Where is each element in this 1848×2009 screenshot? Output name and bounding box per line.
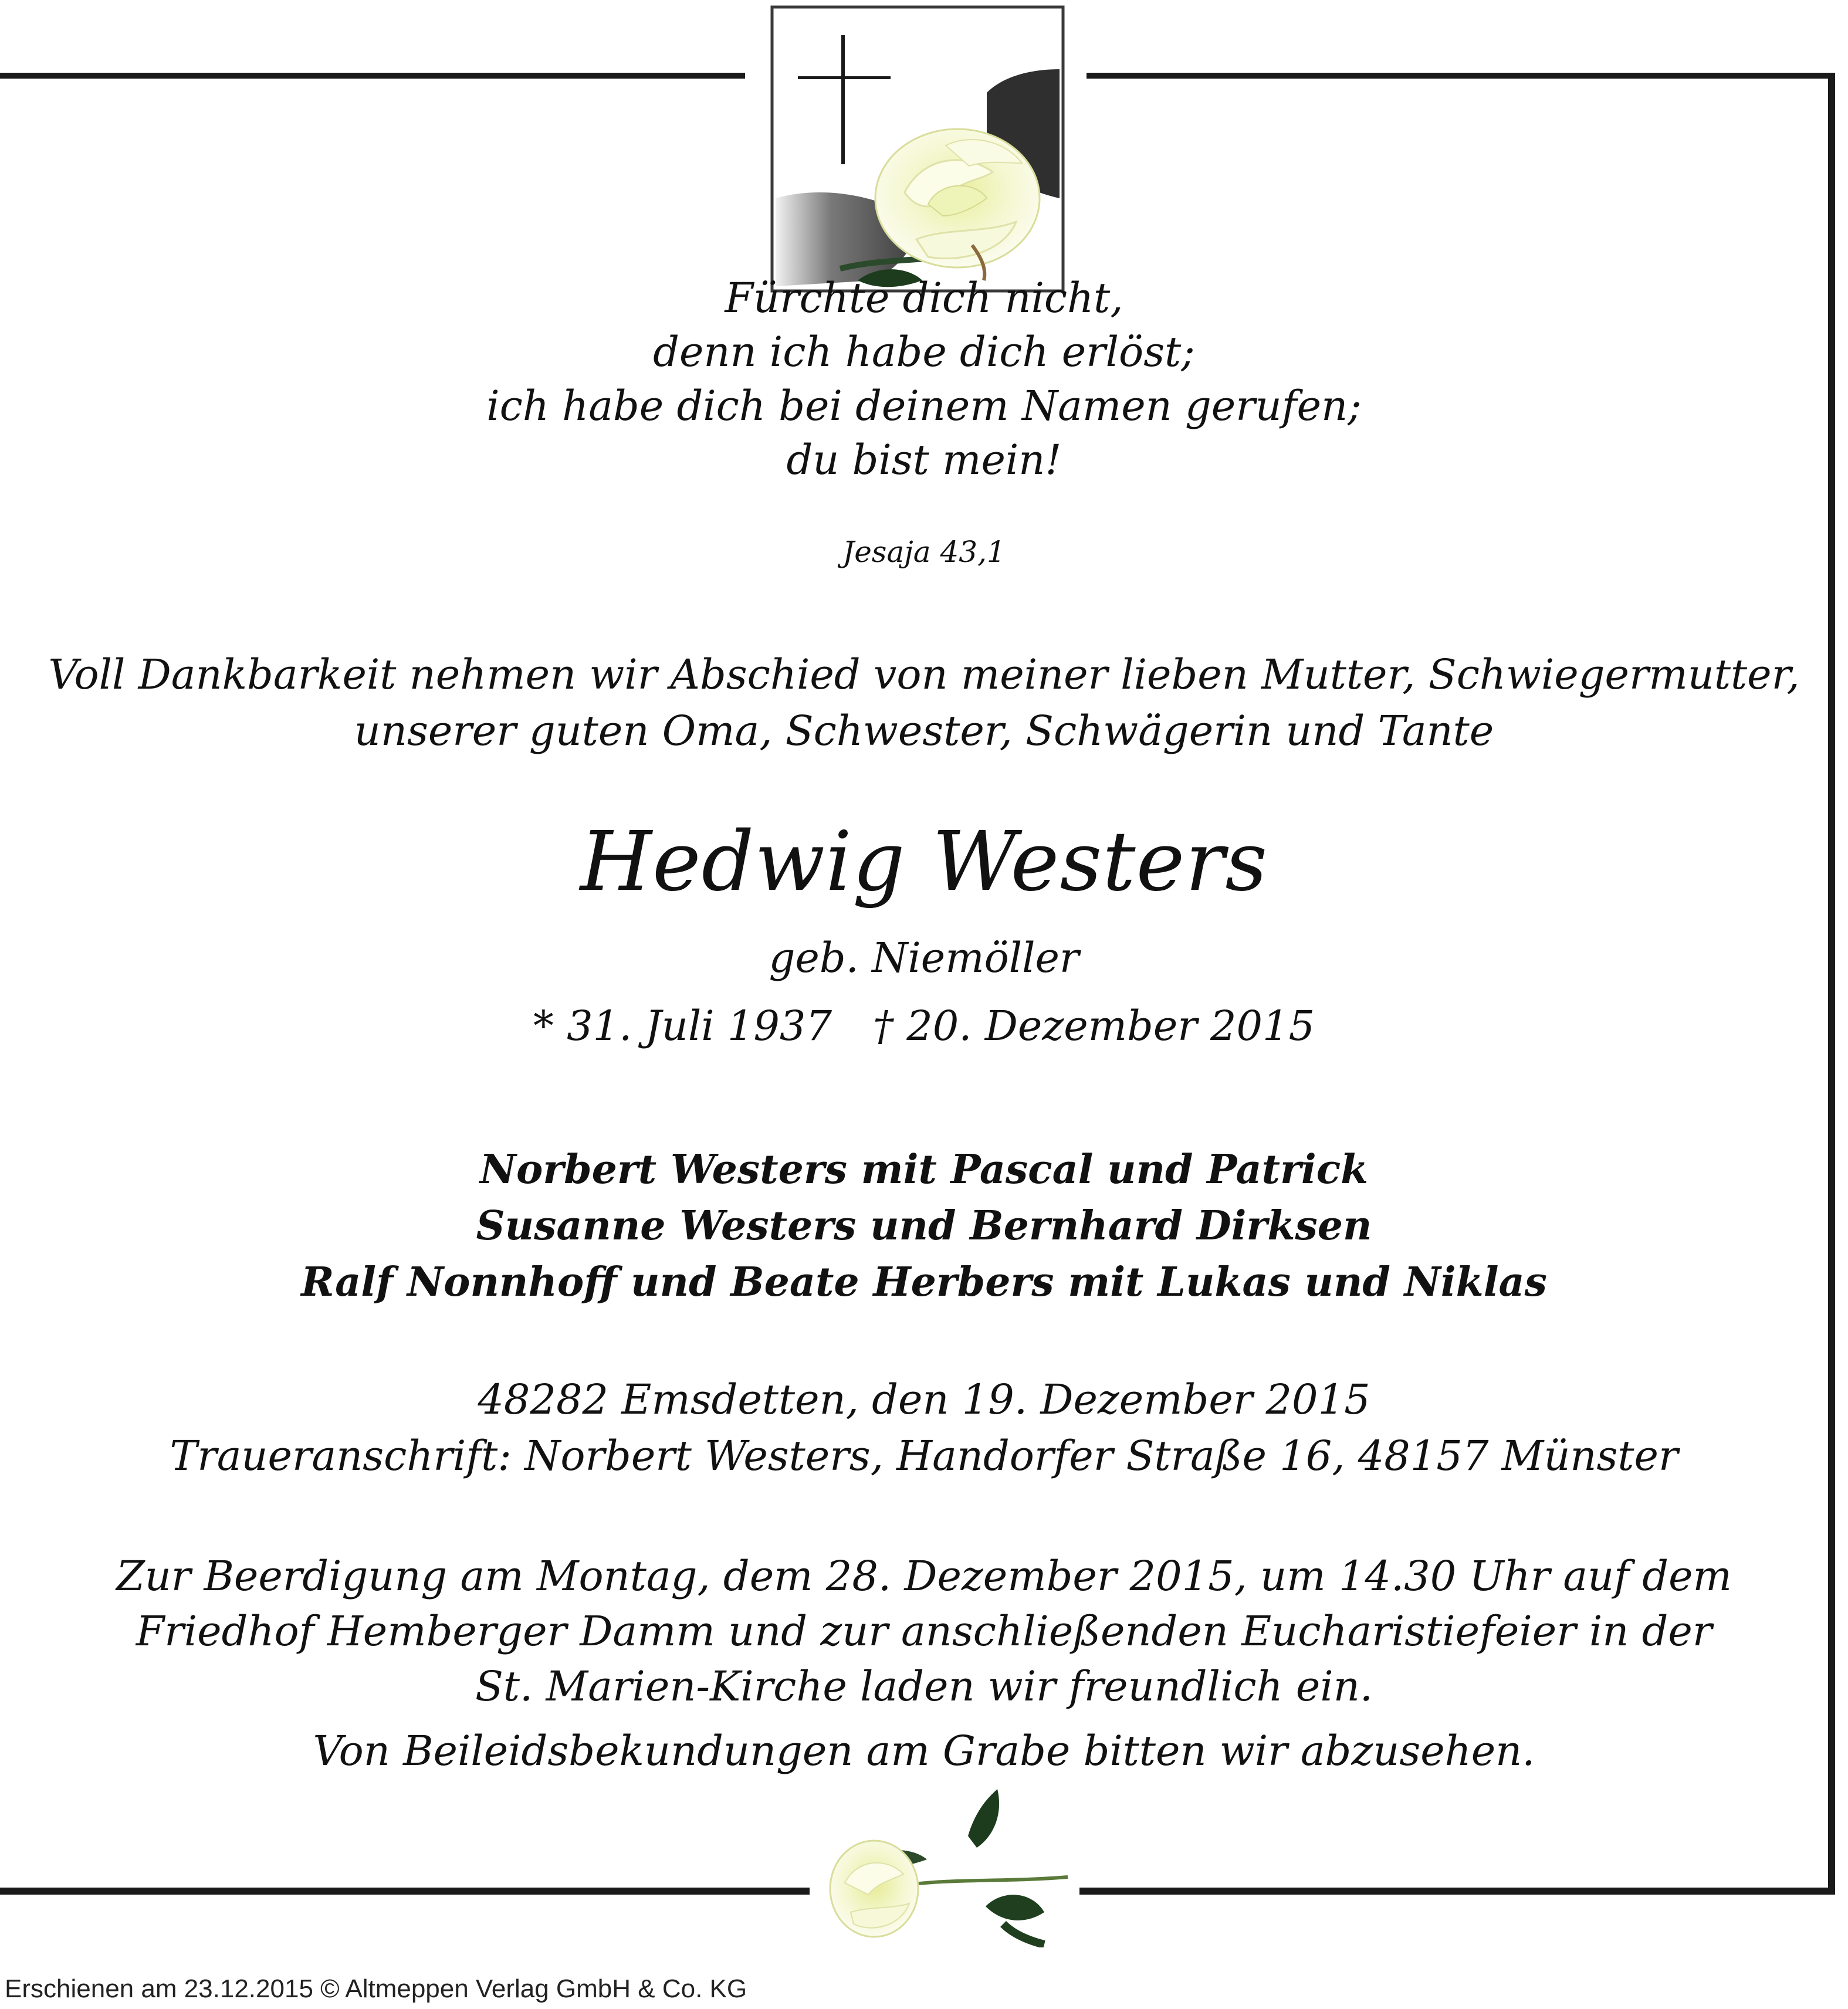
rose-icon — [810, 1789, 1079, 1947]
verse-reference: Jesaja 43,1 — [842, 535, 1006, 569]
verse-line: Fürchte dich nicht, — [725, 274, 1123, 322]
publication-footer: Erschienen am 23.12.2015 © Altmeppen Verlag GmbH & Co. KG — [5, 1974, 747, 2003]
mourner-line: Norbert Westers mit Pascal und Patrick — [479, 1146, 1369, 1193]
funeral-line: Friedhof Hemberger Damm und zur anschließenden Eucharistiefeier in der — [136, 1607, 1712, 1655]
frame-bottom-left-line — [0, 1888, 810, 1895]
frame-top-left-line — [0, 73, 745, 79]
bible-verse — [0, 271, 1848, 487]
mourning-address-line: Traueranschrift: Norbert Westers, Handorfer Straße 16, 48157 Münster — [170, 1432, 1678, 1480]
birth-name: geb. Niemöller — [769, 934, 1079, 982]
deceased-name: Hedwig Westers — [580, 814, 1268, 910]
mourner-line: Ralf Nonnhoff und Beate Herbers mit Lukas und Niklas — [301, 1259, 1547, 1306]
funeral-line: St. Marien-Kirche laden wir freundlich ein. — [475, 1662, 1373, 1710]
place-date-line: 48282 Emsdetten, den 19. Dezember 2015 — [478, 1376, 1370, 1424]
verse-line: du bist mein! — [786, 436, 1062, 484]
frame-bottom-right-line — [1079, 1888, 1835, 1895]
death-date: † 20. Dezember 2015 — [872, 1002, 1315, 1050]
condolences-note: Von Beileidsbekundungen am Grabe bitten wir abzusehen. — [313, 1727, 1535, 1775]
intro-text — [0, 646, 1848, 759]
intro-line: unserer guten Oma, Schwester, Schwägerin und Tante — [354, 707, 1494, 755]
funeral-invitation — [0, 1549, 1848, 1714]
life-dates — [0, 1002, 1848, 1050]
mourner-line: Susanne Westers und Bernhard Dirksen — [476, 1202, 1372, 1249]
frame-top-right-line — [1087, 73, 1835, 79]
funeral-line: Zur Beerdigung am Montag, dem 28. Dezember 2015, um 14.30 Uhr auf dem — [116, 1552, 1732, 1600]
intro-line: Voll Dankbarkeit nehmen wir Abschied von meiner lieben Mutter, Schwiegermutter, — [48, 651, 1800, 699]
mourners-list — [0, 1141, 1848, 1310]
verse-line: ich habe dich bei deinem Namen gerufen; — [486, 382, 1362, 430]
verse-line: denn ich habe dich erlöst; — [653, 328, 1195, 376]
birth-date: * 31. Juli 1937 — [533, 1002, 832, 1050]
cross-rose-emblem-icon — [770, 5, 1065, 293]
place-and-address — [0, 1371, 1848, 1484]
